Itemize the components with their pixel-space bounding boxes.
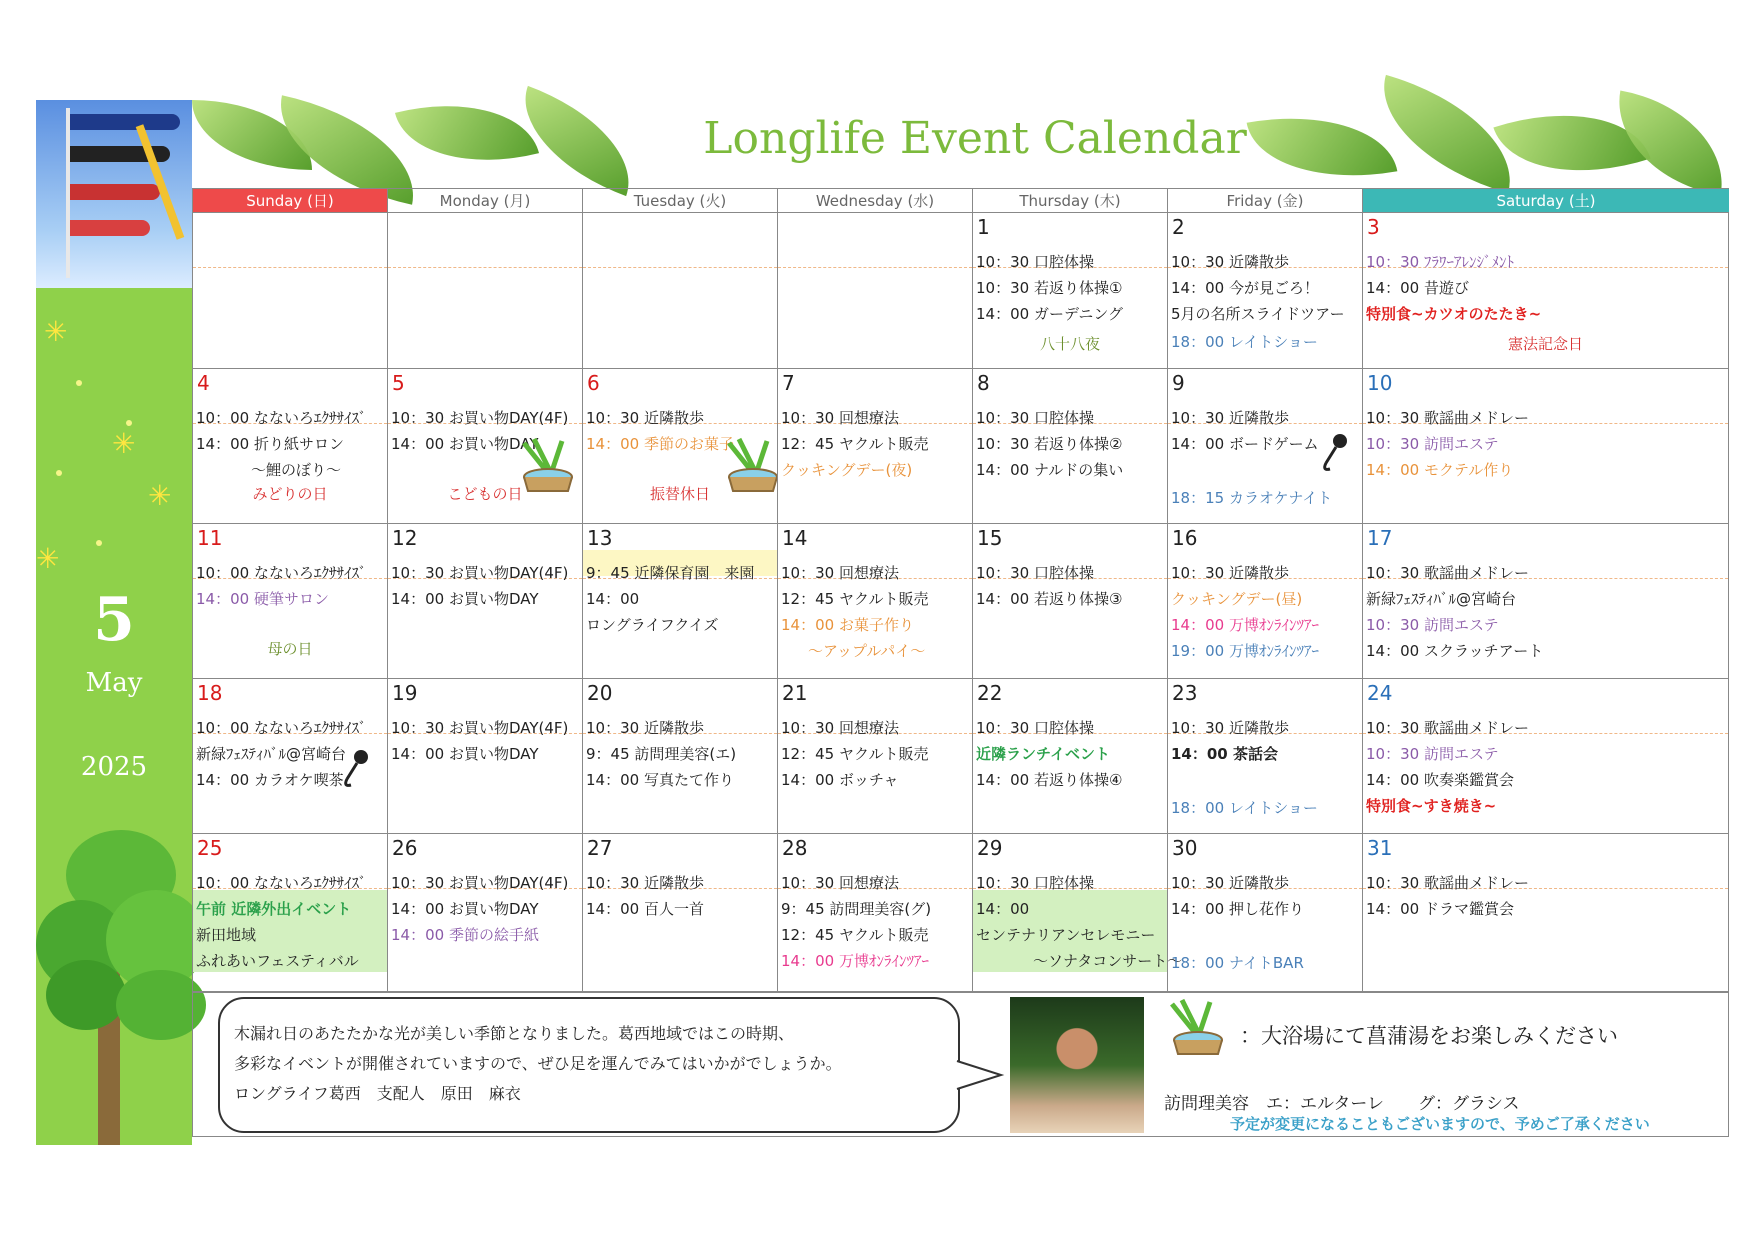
tree-icon [36, 820, 192, 1145]
calendar-cell [387, 523, 582, 678]
event-item: 14：00 写真たて作り [586, 771, 734, 789]
message-line: 多彩なイベントが開催されていますので、ぜひ足を運んでみてはいかがでしょうか。 [234, 1054, 842, 1073]
event-item: 10：30 近隣散歩 [1171, 409, 1289, 427]
calendar-cell [387, 678, 582, 833]
event-item: 12：45 ヤクルト販売 [781, 435, 929, 453]
calendar-cell [972, 833, 1183, 992]
event-item: 近隣ランチイベント [976, 745, 1110, 763]
event-item: 10：00 なないろｴｸｻｻｲｽﾞ [196, 719, 367, 737]
shobu-bath-icon [518, 439, 574, 489]
calendar-cell [192, 678, 387, 833]
event-item: 10：00 なないろｴｸｻｻｲｽﾞ [196, 564, 367, 582]
calendar-cell [1362, 368, 1729, 523]
event-item: 14：00 押し花作り [1171, 900, 1304, 918]
day-number: 29 [977, 836, 1003, 860]
event-item: 10：30 回想療法 [781, 719, 899, 737]
calendar-cell [777, 212, 972, 368]
event-item: 10：30 お買い物DAY(4F) [391, 874, 569, 892]
day-number: 2 [1172, 215, 1185, 239]
event-item: 9：45 訪問理美容(グ) [781, 900, 932, 918]
day-number: 13 [587, 526, 613, 550]
day-number: 21 [782, 681, 808, 705]
calendar-grid [192, 188, 1729, 992]
calendar-cell [1167, 678, 1362, 833]
day-number: 26 [392, 836, 418, 860]
event-item: 9：45 訪問理美容(エ) [586, 745, 737, 763]
event-item: 10：30 お買い物DAY(4F) [391, 719, 569, 737]
event-item: 10：30 近隣散歩 [1171, 874, 1289, 892]
event-item: 14：00 季節の絵手紙 [391, 926, 539, 944]
event-item: 14：00 ボッチャ [781, 771, 899, 789]
calendar-cell [387, 212, 582, 368]
event-item: 10：30 回想療法 [781, 564, 899, 582]
calendar-cell [582, 523, 777, 678]
calendar-cell [582, 833, 777, 992]
event-item: 10：30 ﾌﾗﾜｰｱﾚﾝｼﾞﾒﾝﾄ [1366, 253, 1514, 271]
day-number: 4 [197, 371, 210, 395]
event-item: 14：00 若返り体操④ [976, 771, 1123, 789]
day-number: 9 [1172, 371, 1185, 395]
event-item: 14：00 [586, 590, 640, 608]
day-number: 28 [782, 836, 808, 860]
event-item: 10：30 訪問エステ [1366, 616, 1499, 634]
message-bubble [218, 997, 960, 1133]
event-item: 14：00 季節のお菓子 [586, 435, 734, 453]
day-number: 19 [392, 681, 418, 705]
day-number: 14 [782, 526, 808, 550]
shobu-bath-icon [723, 439, 779, 489]
event-item: 新緑ﾌｪｽﾃｨﾊﾞﾙ@宮崎台 [1366, 590, 1517, 608]
calendar-cell [972, 678, 1167, 833]
event-item: ～ソナタコンサート～ [1033, 952, 1183, 970]
event-item: 14：00 ガーデニング [976, 305, 1124, 323]
event-item: 14：00 お買い物DAY [391, 435, 539, 453]
event-item: 14：00 昔遊び [1366, 279, 1469, 297]
event-item: 10：30 歌謡曲メドレー [1366, 564, 1529, 582]
bath-note: ：大浴場にて菖蒲湯をお楽しみください [1240, 1024, 1618, 1048]
event-item: 14：00 ボードゲーム [1171, 435, 1319, 453]
event-item: 14：00 [976, 900, 1030, 918]
event-item: 10：30 若返り体操② [976, 435, 1123, 453]
day-number: 25 [197, 836, 223, 860]
event-item: 10：30 近隣散歩 [1171, 564, 1289, 582]
day-number: 20 [587, 681, 613, 705]
cell-divider [778, 267, 972, 268]
day-number: 10 [1367, 371, 1393, 395]
event-item: ～鯉のぼり～ [251, 461, 342, 479]
event-item: 12：45 ヤクルト販売 [781, 745, 929, 763]
event-item: 18：00 ナイトBAR [1171, 954, 1304, 972]
microphone-icon [1322, 433, 1344, 469]
day-number: 17 [1367, 526, 1393, 550]
calendar-cell [777, 833, 972, 992]
event-item: 10：30 お買い物DAY(4F) [391, 564, 569, 582]
event-item: 10：30 お買い物DAY(4F) [391, 409, 569, 427]
event-item: ふれあいフェスティバル [196, 952, 359, 970]
weekday-header: Saturday (土) [1362, 188, 1729, 212]
event-item: ロングライフクイズ [586, 616, 719, 634]
event-item: 5月の名所スライドツアー [1171, 305, 1345, 323]
event-item: 10：30 近隣散歩 [586, 719, 704, 737]
event-item: 14：00 お買い物DAY [391, 900, 539, 918]
calendar-cell [1362, 678, 1729, 833]
day-number: 30 [1172, 836, 1198, 860]
calendar-cell [582, 678, 777, 833]
cell-divider [388, 267, 582, 268]
holiday-label: 憲法記念日 [1507, 335, 1583, 353]
event-item: クッキングデー(夜) [781, 461, 913, 479]
year: 2025 [80, 752, 148, 782]
event-item: 9：45 近隣保育園 来園 [586, 564, 755, 582]
calendar-cell [777, 523, 972, 678]
event-item: 14：00 カラオケ喫茶 [196, 771, 344, 789]
event-item: 10：30 近隣散歩 [1171, 253, 1289, 271]
day-number: 1 [977, 215, 990, 239]
calendar-cell [192, 523, 387, 678]
day-number: 8 [977, 371, 990, 395]
day-number: 3 [1367, 215, 1380, 239]
holiday-label: こどもの日 [447, 485, 523, 503]
weekday-header: Monday (月) [387, 188, 582, 212]
event-item: ～アップルパイ～ [808, 642, 926, 660]
event-item: 特別食~すき焼き~ [1366, 797, 1497, 815]
calendar-cell [1362, 523, 1729, 678]
holiday-label: みどりの日 [252, 485, 328, 503]
event-item: 14：00 万博ｵﾝﾗｲﾝﾂｱｰ [1171, 616, 1319, 634]
event-item: 19：00 万博ｵﾝﾗｲﾝﾂｱｰ [1171, 642, 1319, 660]
day-number: 22 [977, 681, 1003, 705]
day-number: 16 [1172, 526, 1198, 550]
day-number: 11 [197, 526, 223, 550]
calendar-cell [972, 523, 1167, 678]
calendar-cell [192, 368, 387, 523]
event-item: 10：30 口腔体操 [976, 564, 1094, 582]
event-item: 14：00 万博ｵﾝﾗｲﾝﾂｱｰ [781, 952, 929, 970]
calendar-cell [387, 833, 582, 992]
event-item: 10：30 若返り体操① [976, 279, 1123, 297]
event-item: 10：30 歌謡曲メドレー [1366, 719, 1529, 737]
koinobori-icon [36, 100, 192, 288]
weekday-header: Sunday (日) [192, 188, 387, 212]
event-item: 14：00 吹奏楽鑑賞会 [1366, 771, 1514, 789]
event-item: 14：00 お買い物DAY [391, 590, 539, 608]
event-item: 10：30 近隣散歩 [1171, 719, 1289, 737]
holiday-label: 母の日 [267, 640, 313, 658]
event-item: 12：45 ヤクルト販売 [781, 590, 929, 608]
calendar-cell [1167, 368, 1362, 523]
event-item: 午前 近隣外出イベント [196, 900, 352, 918]
event-item: 14：00 若返り体操③ [976, 590, 1123, 608]
day-number: 18 [197, 681, 223, 705]
calendar-cell [1362, 212, 1729, 368]
event-item: 10：30 訪問エステ [1366, 435, 1499, 453]
event-item: 14：00 茶話会 [1171, 745, 1278, 763]
calendar-cell [972, 212, 1167, 368]
weekday-header: Thursday (木) [972, 188, 1167, 212]
event-item: 新田地域 [196, 926, 257, 944]
event-item: 新緑ﾌｪｽﾃｨﾊﾞﾙ@宮崎台 [196, 745, 347, 763]
event-item: 10：30 訪問エステ [1366, 745, 1499, 763]
calendar-cell [582, 368, 777, 523]
event-item: 10：30 口腔体操 [976, 253, 1094, 271]
calendar-cell [972, 368, 1167, 523]
event-item: 10：30 近隣散歩 [586, 409, 704, 427]
event-item: 14：00 硬筆サロン [196, 590, 329, 608]
event-item: 18：00 レイトショー [1171, 333, 1318, 351]
day-number: 6 [587, 371, 600, 395]
cell-divider [193, 267, 387, 268]
manager-photo [1010, 997, 1144, 1133]
event-item: 特別食~カツオのたたき~ [1366, 305, 1542, 323]
shobu-bath-icon [1166, 1000, 1226, 1056]
event-item: 10：30 近隣散歩 [586, 874, 704, 892]
event-item: クッキングデー(昼) [1171, 590, 1303, 608]
event-item: 14：00 スクラッチアート [1366, 642, 1544, 660]
event-item: 14：00 ナルドの集い [976, 461, 1124, 479]
event-item: 12：45 ヤクルト販売 [781, 926, 929, 944]
event-item: 10：30 回想療法 [781, 409, 899, 427]
weekday-header: Wednesday (水) [777, 188, 972, 212]
calendar-cell [777, 678, 972, 833]
event-item: 10：30 口腔体操 [976, 874, 1094, 892]
calendar-cell [777, 368, 972, 523]
day-number: 23 [1172, 681, 1198, 705]
cell-divider [583, 267, 777, 268]
day-number: 12 [392, 526, 418, 550]
calendar-cell [1362, 833, 1729, 992]
event-item: 10：30 口腔体操 [976, 409, 1094, 427]
calendar-cell [582, 212, 777, 368]
message-line: 木漏れ日のあたたかな光が美しい季節となりました。葛西地域ではこの時期、 [234, 1024, 795, 1043]
weekday-header: Friday (金) [1167, 188, 1362, 212]
calendar-cell [1167, 212, 1362, 368]
day-number: 31 [1367, 836, 1393, 860]
calendar-cell [192, 833, 387, 992]
message-signature: ロングライフ葛西 支配人 原田 麻衣 [234, 1084, 521, 1103]
day-number: 24 [1367, 681, 1393, 705]
month-number: 5 [93, 585, 135, 655]
event-item: 14：00 折り紙サロン [196, 435, 344, 453]
event-item: 14：00 今が見ごろ！ [1171, 279, 1319, 297]
calendar-cell [1167, 833, 1362, 992]
calendar-cell [1167, 523, 1362, 678]
event-item: 10：30 回想療法 [781, 874, 899, 892]
weekday-header: Tuesday (火) [582, 188, 777, 212]
event-item: 10：00 なないろｴｸｻｻｲｽﾞ [196, 874, 367, 892]
beauty-note: 訪問理美容 エ：エルターレ グ：グラシス [1164, 1094, 1520, 1114]
day-number: 7 [782, 371, 795, 395]
event-item: 18：00 レイトショー [1171, 799, 1318, 817]
event-item: 14：00 ドラマ鑑賞会 [1366, 900, 1514, 918]
month-name: May [85, 668, 143, 698]
holiday-label: 八十八夜 [1039, 335, 1100, 353]
day-number: 15 [977, 526, 1003, 550]
event-item: センテナリアンセレモニー [976, 926, 1156, 944]
event-item: 18：15 カラオケナイト [1171, 489, 1333, 507]
day-number: 27 [587, 836, 613, 860]
day-number: 5 [392, 371, 405, 395]
change-note: 予定が変更になることもございますので、予めご了承ください [1230, 1115, 1650, 1133]
event-item: 10：30 歌謡曲メドレー [1366, 874, 1529, 892]
holiday-label: 振替休日 [649, 485, 710, 503]
calendar-cell [192, 212, 387, 368]
calendar-cell [387, 368, 582, 523]
event-item: 14：00 お菓子作り [781, 616, 914, 634]
event-item: 14：00 百人一首 [586, 900, 704, 918]
microphone-icon [343, 749, 365, 785]
bubble-tail [957, 1055, 1007, 1095]
page-title: Longlife Event Calendar [703, 113, 1247, 164]
event-item: 14：00 モクテル作り [1366, 461, 1514, 479]
event-item: 10：30 歌謡曲メドレー [1366, 409, 1529, 427]
event-item: 14：00 お買い物DAY [391, 745, 539, 763]
event-item: 10：00 なないろｴｸｻｻｲｽﾞ [196, 409, 367, 427]
event-item: 10：30 口腔体操 [976, 719, 1094, 737]
